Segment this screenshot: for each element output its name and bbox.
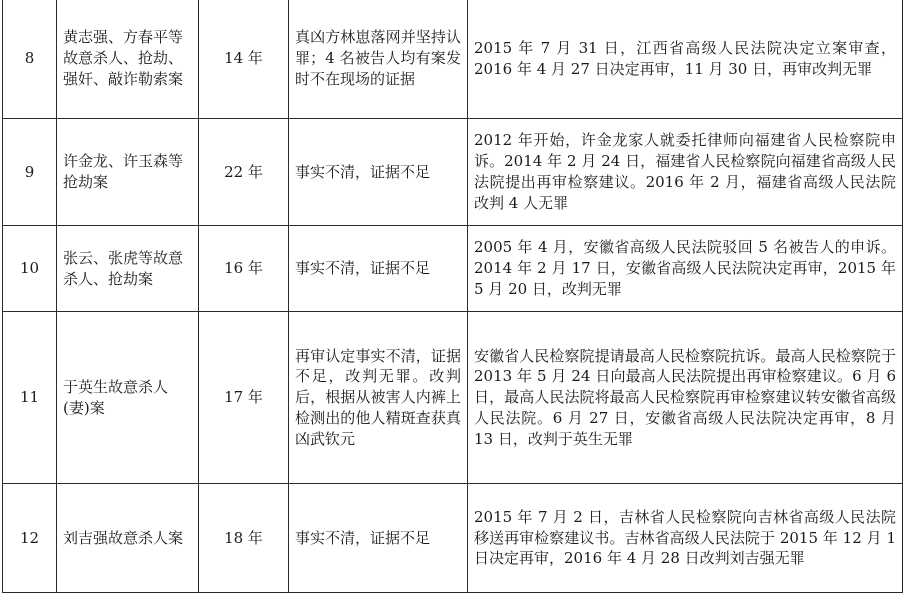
case-name: 张云、张虎等故意杀人、抢劫案 [57, 226, 199, 312]
table-row [3, 484, 903, 593]
table-row [3, 226, 903, 312]
acquittal-reason: 事实不清，证据不足 [289, 226, 468, 312]
retrial-process: 2015 年 7 月 31 日，江西省高级人民法院决定立案审查，2016 年 4 月 27 日决定再审，11 月 30 日，再审改判无罪 [468, 0, 903, 119]
case-number: 9 [3, 119, 57, 226]
case-name: 于英生故意杀人(妻)案 [57, 312, 199, 484]
years-imprisoned: 18 年 [199, 484, 289, 593]
acquittal-reason: 真凶方林崽落网并坚持认罪；4 名被告人均有案发时不在现场的证据 [289, 0, 468, 119]
retrial-process: 2012 年开始，许金龙家人就委托律师向福建省人民检察院申诉。2014 年 2 月 24 日，福建省人民检察院向福建省高级人民法院提出再审检察建议。2016 年 2 月，福建省高级人民法院改判 4 人无罪 [468, 119, 903, 226]
case-number: 12 [3, 484, 57, 593]
years-imprisoned: 22 年 [199, 119, 289, 226]
retrial-process: 安徽省人民检察院提请最高人民检察院抗诉。最高人民检察院于 2013 年 5 月 24 日向最高人民法院提出再审检察建议。6 月 6 日，最高人民法院将最高人民检察院再审检察建议转安徽省高级人民法院。6 月 27 日，安徽省高级人民法院决定再审，8 月 13 日，改判于英生无罪 [468, 312, 903, 484]
case-number: 8 [3, 0, 57, 119]
table-row [3, 119, 903, 226]
table-row [3, 312, 903, 484]
years-imprisoned: 17 年 [199, 312, 289, 484]
acquittal-reason: 事实不清，证据不足 [289, 119, 468, 226]
case-name: 许金龙、许玉森等抢劫案 [57, 119, 199, 226]
case-number: 11 [3, 312, 57, 484]
retrial-process: 2005 年 4 月，安徽省高级人民法院驳回 5 名被告人的申诉。2014 年 2 月 17 日，安徽省高级人民法院决定再审，2015 年 5 月 20 日，改判无罪 [468, 226, 903, 312]
case-table [2, 0, 903, 593]
retrial-process: 2015 年 7 月 2 日，吉林省人民检察院向吉林省高级人民法院移送再审检察建议书。吉林省高级人民法院于 2015 年 12 月 1 日决定再审，2016 年 4 月 28 日改判刘吉强无罪 [468, 484, 903, 593]
years-imprisoned: 14 年 [199, 0, 289, 119]
case-name: 黄志强、方春平等故意杀人、抢劫、强奸、敲诈勒索案 [57, 0, 199, 119]
acquittal-reason: 再审认定事实不清，证据不足，改判无罪。改判后，根据从被害人内裤上检测出的他人精斑查获真凶武钦元 [289, 312, 468, 484]
years-imprisoned: 16 年 [199, 226, 289, 312]
case-number: 10 [3, 226, 57, 312]
table-row [3, 0, 903, 119]
case-name: 刘吉强故意杀人案 [57, 484, 199, 593]
acquittal-reason: 事实不清，证据不足 [289, 484, 468, 593]
